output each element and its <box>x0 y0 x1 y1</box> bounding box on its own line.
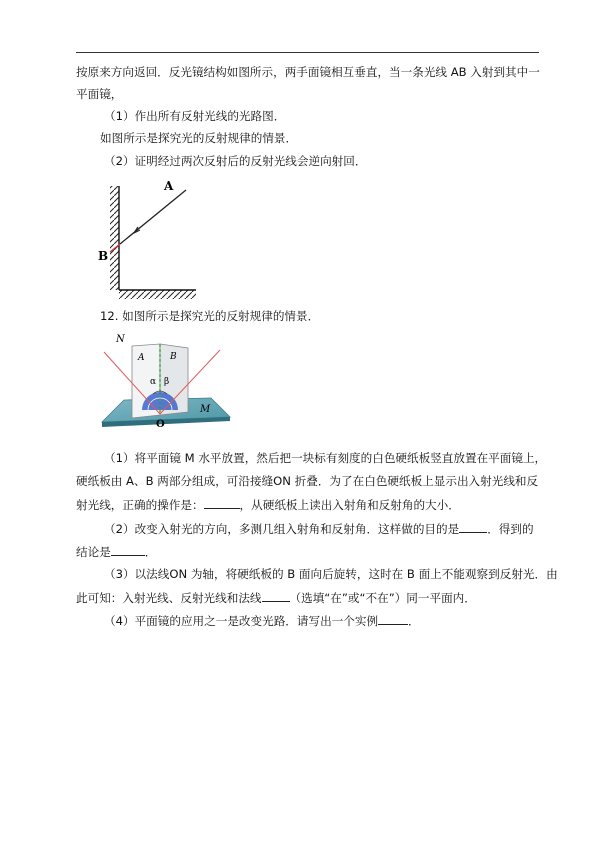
label-board-b: B <box>170 352 177 362</box>
text-line: （2）证明经过两次反射后的反射光线会逆向射回． <box>104 154 367 168</box>
text-segment: （选填“在”或“不在”）同一平面内． <box>289 591 476 605</box>
question-part-2 <box>104 520 534 537</box>
answer-blank[interactable] <box>204 496 240 509</box>
answer-blank[interactable] <box>262 589 290 602</box>
text-line: 按原来方向返回．反光镜结构如图所示，两手面镜相互垂直，当一条光线 AB 入射到其中一 <box>76 65 540 79</box>
question-part-4 <box>104 612 420 629</box>
text-segment: ． <box>408 614 420 628</box>
mirror-figure <box>96 178 196 302</box>
header-rule <box>76 52 539 53</box>
text-line <box>76 589 476 606</box>
text-segment: 射光线，正确的操作是： <box>76 498 204 512</box>
text-segment: ． <box>144 545 157 559</box>
answer-blank[interactable] <box>459 520 487 533</box>
question-part-1: （1）将平面镜 M 水平放置，然后把一块标有刻度的白色硬纸板竖直放置在平面镜上， <box>104 451 547 465</box>
text-segment: 结论是 <box>76 545 111 559</box>
incident-ray <box>120 190 186 244</box>
vertical-mirror-hatch <box>110 186 119 290</box>
label-n: N <box>116 334 125 345</box>
text-segment: ，从硬纸板上读出入射角和反射角的大小． <box>239 498 460 512</box>
text-line <box>76 496 460 513</box>
label-o: O <box>156 419 165 430</box>
label-b: B <box>98 249 109 263</box>
reflection-experiment-figure <box>96 330 236 430</box>
text-segment: ．得到的 <box>487 522 534 536</box>
label-a: A <box>164 179 174 193</box>
horizontal-mirror-hatch <box>119 290 196 299</box>
question-part-3: （3）以法线ON 为轴，将硬纸板的 B 面向后旋转，这时在 B 面上不能观察到反射光．由 <box>104 567 558 581</box>
text-segment: （4）平面镜的应用之一是改变光路．请写出一个实例 <box>104 614 379 628</box>
label-board-a: A <box>138 353 145 363</box>
question-12-title: 12. 如图所示是探究光的反射规律的情景． <box>100 309 320 323</box>
text-line: 平面镜， <box>76 87 123 101</box>
label-beta: β <box>164 377 170 387</box>
text-segment: 此可知：入射光线、反射光线和法线 <box>76 591 262 605</box>
text-line <box>76 543 156 560</box>
label-m: M <box>200 404 211 415</box>
text-segment: （2）改变入射光的方向，多测几组入射角和反射角．这样做的目的是 <box>104 522 460 536</box>
text-line: （1）作出所有反射光线的光路图． <box>104 109 286 123</box>
answer-blank[interactable] <box>111 543 145 556</box>
label-alpha: α <box>150 377 157 387</box>
text-line: 如图所示是探究光的反射规律的情景． <box>100 131 298 145</box>
answer-blank[interactable] <box>378 612 408 625</box>
text-line: 硬纸板由 A、B 两部分组成，可沿接缝ON 折叠．为了在白色硬纸板上显示出入射光线和反 <box>76 474 539 488</box>
